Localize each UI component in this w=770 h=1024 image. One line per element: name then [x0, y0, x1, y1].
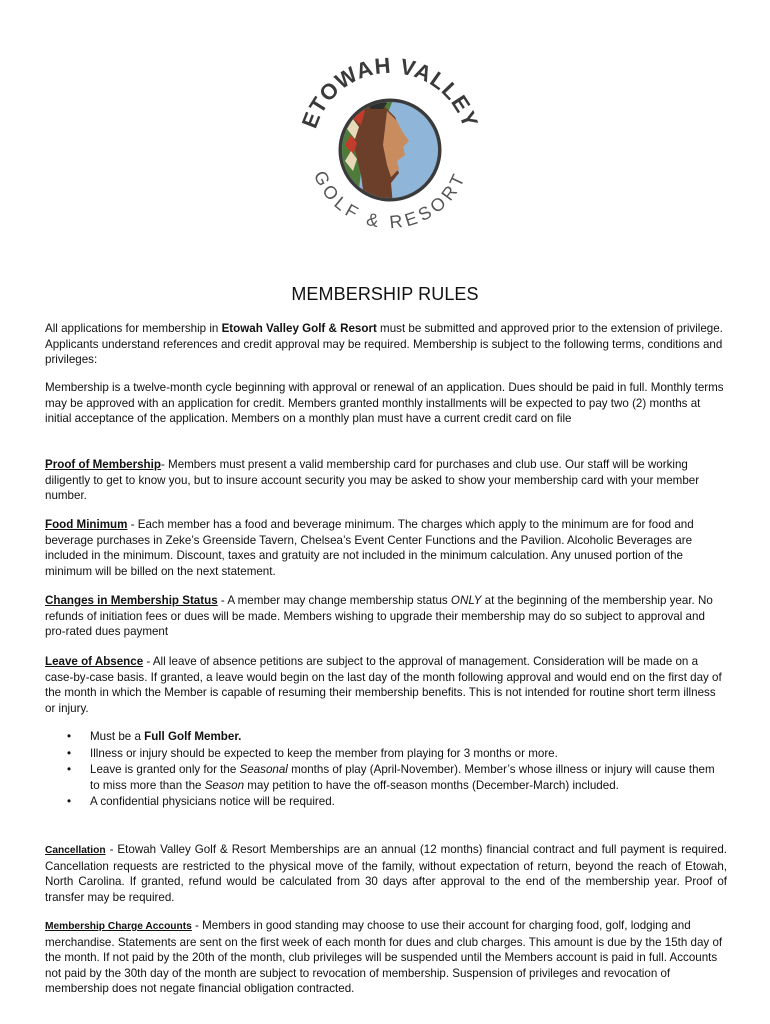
list-item: [45, 762, 727, 793]
intro-paragraph: [45, 321, 727, 368]
bullet-2-text: Illness or injury should be expected to keep the member from playing for 3 months or more.: [90, 746, 558, 760]
proof-section: [45, 457, 727, 504]
charge-accounts-section: [45, 918, 727, 997]
list-item: [45, 729, 727, 745]
list-item: [45, 746, 727, 762]
cancellation-section: [45, 842, 727, 905]
leave-heading: Leave of Absence: [45, 655, 144, 668]
bullet-1-pre: Must be a: [90, 730, 145, 743]
page-title: MEMBERSHIP RULES: [291, 284, 479, 304]
bullet-icon: •: [67, 795, 72, 809]
changes-text-post: at the beginning of the membership year. No refunds of initiation fees or dues will be made. Members wishing to upgrade their membership may do so subject to approval and pro-rated dues payment: [45, 594, 713, 639]
logo-bottom-text: GOLF & RESORT: [309, 167, 471, 233]
changes-section: [45, 593, 727, 640]
proof-heading: Proof of Membership: [45, 458, 161, 471]
intro-text-pre: All applications for membership in: [45, 322, 222, 335]
bullet-icon: •: [67, 746, 72, 760]
logo-top-text: ETOWAH VALLEY: [296, 55, 484, 132]
leave-text: - All leave of absence petitions are subject to the approval of management. Consideration will be made on a case-by-case basis. If granted, a leave would begin on the last day of the month following approval and would end on the first day of the month in which the Member is capable of resuming their membership benefits. This is not intended for routine short term illness or injury.: [45, 655, 722, 715]
bullet-3-post: may petition to have the off-season months (December-March) included.: [244, 778, 619, 792]
cycle-paragraph: [45, 380, 727, 427]
bullet-icon: •: [67, 730, 72, 743]
cancellation-text: - Etowah Valley Golf & Resort Memberships are an annual (12 months) financial contract and full payment is required. Cancellation requests are restricted to the physical move of the family, without expectation of return, beyond the reach of Etowah, North Carolina. If granted, refund would be calculated from 30 days after approval to the end of the membership year. Proof of transfer may be required.: [45, 843, 727, 904]
food-section: [45, 517, 727, 579]
bullet-3-seasonal: Seasonal: [239, 763, 288, 777]
changes-heading: Changes in Membership Status: [45, 594, 218, 607]
charge-accounts-text: - Members in good standing may choose to use their account for charging food, golf, lodging and merchandise. Statements are sent on the first week of each month for dues and club charges. This amount is due by the 15th day of the month. If not paid by the 20th of the month, club privileges will be suspended until the Members account is paid in full. Accounts not paid by the 30th day of the month are subject to revocation of membership. Suspension of privileges and revocation of membership does not negate financial obligation contracted.: [45, 919, 723, 996]
bullet-4-text: A confidential physicians notice will be required.: [90, 795, 335, 809]
cancellation-heading: Cancellation: [45, 845, 106, 856]
proof-text: - Members must present a valid membership card for purchases and club use. Our staff will be working diligently to get to know you, but to insure account security you may be asked to show your membership card with your member number.: [45, 458, 700, 503]
cycle-text: Membership is a twelve-month cycle beginning with approval or renewal of an application. Dues should be paid in full. Monthly terms may be approved with an application for credit. Members granted monthly installments will be expected to pay two (2) months at initial acceptance of the application. Members on a monthly plan must have a current credit card on file: [45, 381, 724, 426]
logo-graphic: [295, 55, 485, 240]
intro-club-name: Etowah Valley Golf & Resort: [221, 322, 377, 335]
leave-conditions-list: [45, 729, 727, 811]
chief-portrait-icon: [335, 95, 445, 205]
food-text: - Each member has a food and beverage minimum. The charges which apply to the minimum are for food and beverage purchases in Zeke’s Greenside Tavern, Chelsea’s Event Center Functions and the Pavilion. Alcoholic Beverages are included in the minimum. Discount, taxes and gratuity are not included in the minimum calculation. Any unused portion of the minimum will be billed on the next statement.: [45, 518, 694, 578]
bullet-1-bold: Full Golf Member.: [144, 730, 242, 743]
food-heading: Food Minimum: [45, 518, 128, 531]
bullet-3-mid: months of play (April-November). Member’s whose illness or injury will cause them to miss more than the: [90, 763, 715, 792]
changes-only: ONLY: [450, 594, 482, 607]
intro-text-post: must be submitted and approved prior to the extension of privilege. Applicants understand references and credit approval may be required. Membership is subject to the following terms, conditions and privileges:: [45, 322, 723, 367]
changes-text-pre: - A member may change membership status: [217, 594, 451, 607]
leave-section: [45, 654, 727, 716]
logo: [295, 55, 485, 240]
bullet-3-pre: Leave is granted only for the: [90, 763, 240, 777]
list-item: [45, 794, 727, 810]
bullet-3-season: Season: [204, 778, 245, 792]
charge-accounts-heading: Membership Charge Accounts: [45, 921, 192, 932]
bullet-icon: •: [67, 763, 72, 777]
